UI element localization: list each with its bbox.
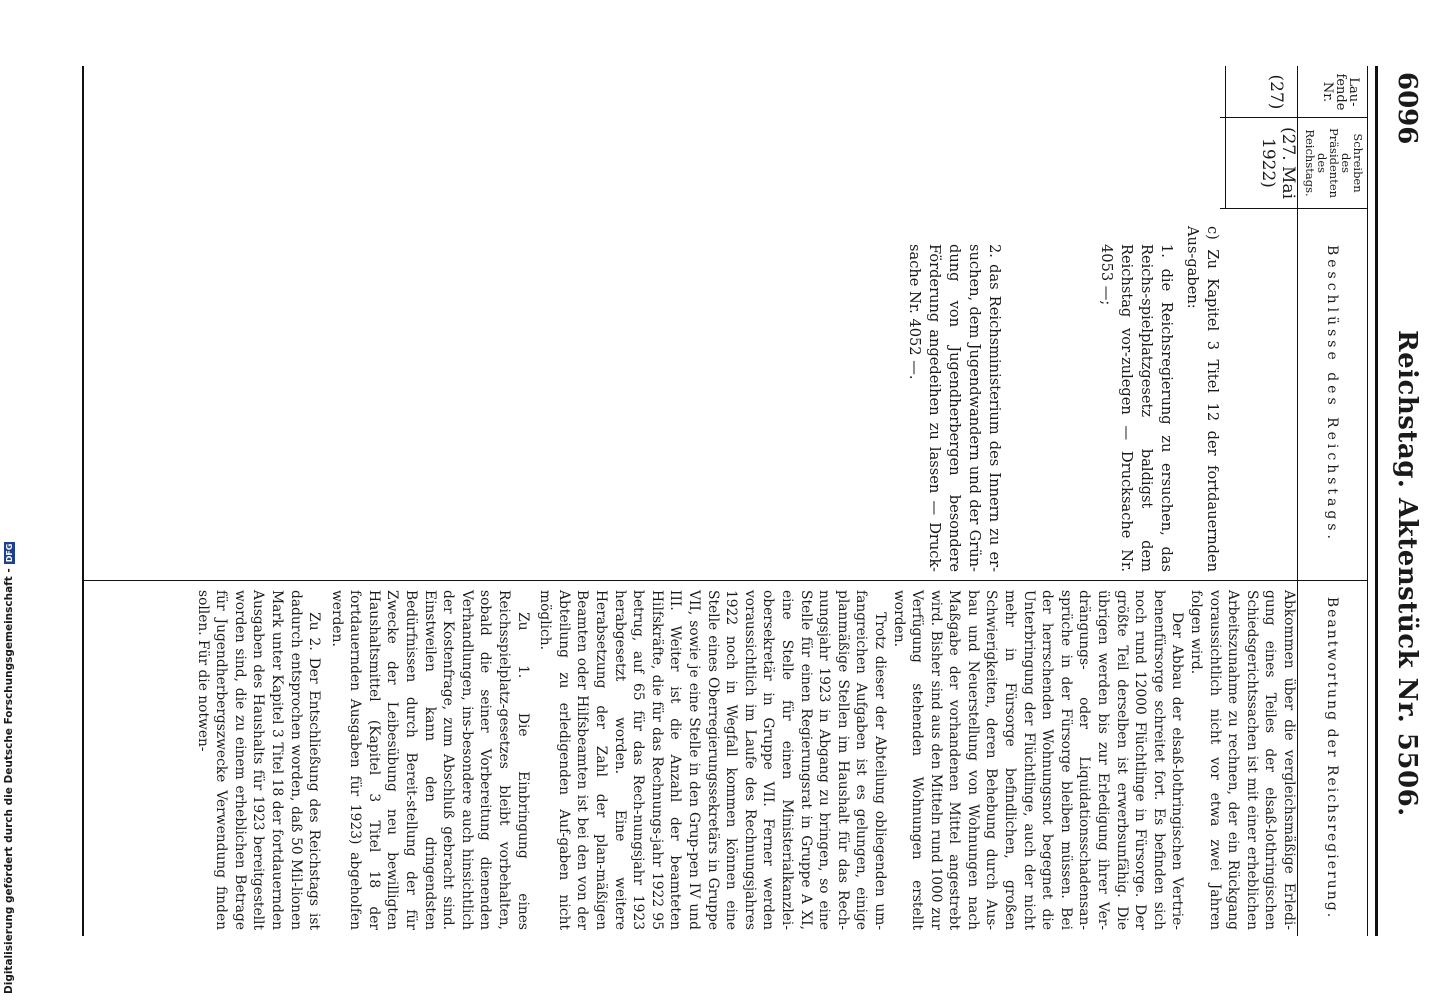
row-divider	[1225, 66, 1226, 208]
column-head-number: Lau- fende Nr.	[1320, 73, 1361, 111]
column-head-letter: Schreiben des Präsidenten des Reichstags.	[1303, 127, 1365, 199]
page-number: 6096	[1392, 72, 1422, 145]
answer-column	[193, 590, 1298, 930]
answer-paragraph: Zu 2. Der Entschließung des Reichstags ist dadurch entsprochen worden, daß 50 Mil-lionen Mark unter Kapitel 3 Titel 18 der fortdauernden Ausgaben des Haushalts für 1923 bereitgestellt worden sind, die zu einem erheblichen Betrage für Jugendherbergszwecke Verwendung finden sollen. Für die notwen-	[194, 590, 323, 930]
page-title: Reichstag. Aktenstück Nr. 5506.	[1392, 330, 1422, 817]
resolutions-column	[904, 226, 1222, 572]
column-head-answer: Beantwortung der Reichsregierung.	[1324, 596, 1340, 920]
header-rule-thick	[1375, 66, 1378, 936]
column-head-resolutions: Beschlüsse des Reichstags.	[1324, 244, 1340, 543]
digitization-text: Digitalisierung gefördert durch die Deutsche Forschungsgemeinschaft -	[3, 568, 15, 994]
row-number: (27)	[1266, 74, 1286, 110]
resolution-heading: c) Zu Kapitel 3 Titel 12 der fortdauernden Aus-gaben:	[1184, 226, 1221, 572]
column-divider-1	[1220, 117, 1368, 118]
resolution-item-1: 1. die Reichsregierung zu ersuchen, das Reichs-spielplatzgesetz baldigst dem Reichstag vor-zulegen — Drucksache Nr. 4053 —;	[1098, 244, 1175, 572]
column-divider-3	[84, 580, 1368, 581]
column-divider-2	[1220, 208, 1368, 209]
resolution-item-2: 2. das Reichsministerium des Innern zu er-suchen, dem Jugendwandern und der Grün-dung von Jugendherbergen besondere Förderung angedeihen zu lassen — Druck-sache Nr. 4052 —.	[906, 244, 1003, 572]
answer-paragraph: Zu 1. Die Einbringung eines Reichsspielplatz-gesetzes bleibt vorbehalten, sobald die seiner Vorbereitung dienenden Verhandlungen, ins-besondere auch hinsichtlich der Kostenfrage, zum Abschluß gebracht sind. Einstweilen kann den dringendsten Bedürfnissen durch Bereit-stellung der für Zwecke der Leibesübung neu bewilligten Haushaltsmittel (Kapitel 3 Titel 18 der fortdauernden Ausgaben für 1923) abgeholfen werden.	[328, 590, 531, 930]
header-rule-thin	[1367, 66, 1368, 936]
answer-paragraph: Der Abbau der elsaß-lothringischen Vertrie-benenfürsorge schreitet fort. Es befinden sich noch rund 12000 Flüchtlinge in Fürsorge. Der größte Teil derselben ist erwerbsunfähig. Die übrigen werden bis zur Erledigung ihrer Ver-drängungs- oder Liquidationsschadensan-sprüche in der Fürsorge bleiben müssen. Bei der herrschenden Wohnungsnot begegnet die Unterbringung der Flüchtlinge, auch der nicht mehr in Fürsorge befindlichen, großen Schwierigkeiten, deren Behebung durch Aus-bau und Neuerstellung von Wohnungen nach Maßgabe der vorhandenen Mittel angestrebt wird. Bisher sind aus den Mitteln rund 1000 zur Verfügung stehenden Wohnungen erstellt worden.	[890, 590, 1186, 930]
table-bottom-rule	[82, 66, 84, 936]
digitization-note	[2, 543, 16, 994]
row-letter-date: (27. Mai 1922)	[1258, 126, 1298, 200]
dfg-logo: DFG	[4, 543, 14, 563]
answer-paragraph: Trotz dieser der Abteilung obliegenden um-fangreichen Aufgaben ist es gelungen, einige planmäßige Stellen im Haushalt für das Rech-nungsjahr 1923 in Abgang zu bringen, so eine Stelle für einen Regierungsrat in Gruppe A XI, eine Stelle für einen Ministerialkanzlei-obersekretär in Gruppe VII. Ferner werden voraussichtlich im Laufe des Rechnungsjahres 1922 noch in Wegfall kommen können eine Stelle eines Oberregierungssekretärs in Gruppe VII, sowie je eine Stelle in den Grup-pen IV und III. Weiter ist die Anzahl der beamteten Hilfskräfte, die für das Rechnungs-jahr 1922 95 betrug, auf 65 für das Rech-nungsjahr 1923 herabgesetzt worden. Eine weitere Herabsetzung der Zahl der plan-mäßigen Beamten oder Hilfsbeamten ist bei den von der Abteilung zu erledigenden Auf-gaben nicht möglich.	[537, 590, 888, 930]
answer-paragraph: Abkommen über die vergleichsmäßige Erledi-gung eines Teiles der elsaß-lothringischen Schiedsgerichtssachen ist mit einer erheblichen Arbeitszunahme zu rechnen, der ein Rückgang voraussichtlich nicht vor etwa zwei Jahren folgen wird.	[1188, 590, 1297, 930]
